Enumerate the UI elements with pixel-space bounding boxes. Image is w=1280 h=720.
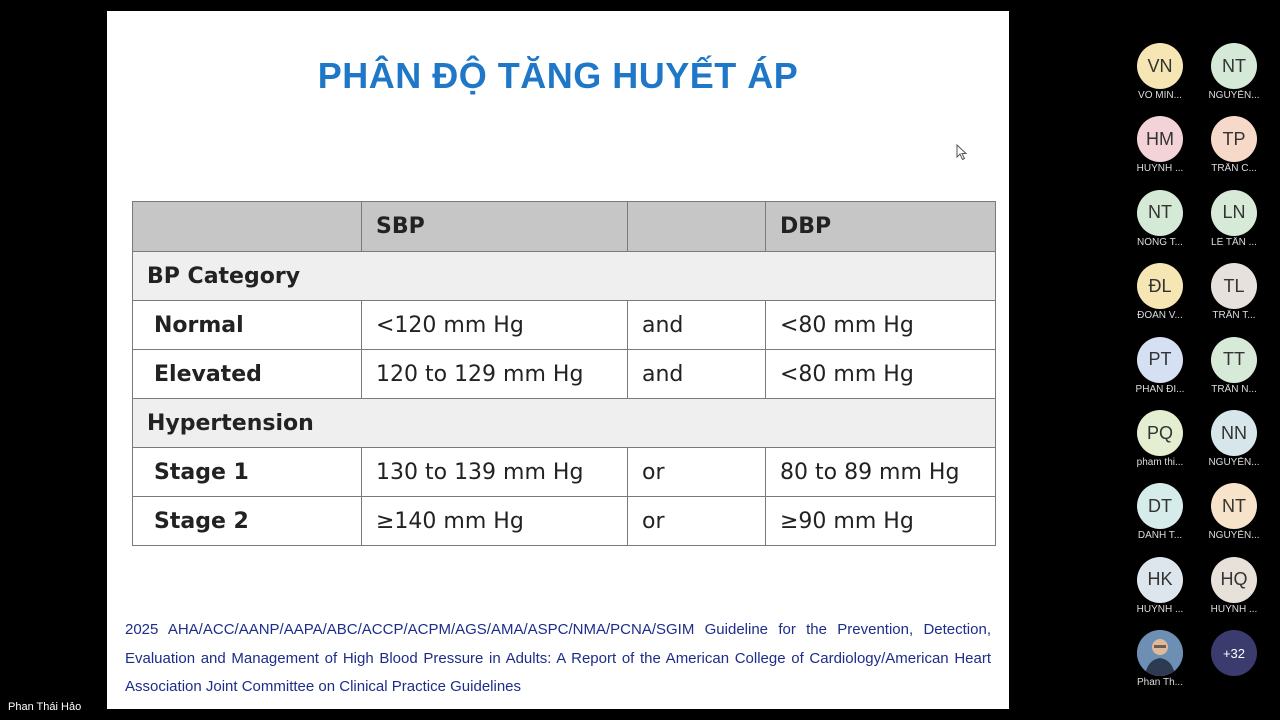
participant-avatar: PQ (1137, 410, 1183, 456)
table-row (133, 350, 996, 399)
participant-avatar: VN (1137, 43, 1183, 89)
participant-tile[interactable] (1122, 410, 1198, 478)
participant-avatar: HK (1137, 557, 1183, 603)
participant-avatar: DT (1137, 483, 1183, 529)
participant-avatar: PT (1137, 337, 1183, 383)
participant-avatar: NT (1211, 483, 1257, 529)
participant-avatar: NT (1137, 190, 1183, 236)
self-participant-tile[interactable] (1122, 630, 1198, 698)
guideline-citation: 2025 AHA/ACC/AANP/AAPA/ABC/ACCP/ACPM/AGS/AMA/ASPC/NMA/PCNA/SGIM Guideline for the Prevention, Detection, Evaluation and Management of High Blood Pressure in Adults: A Report of the American College of Cardiology/American Heart Association Joint Committee on Clinical Practice Guidelines (125, 621, 991, 695)
participant-tile[interactable] (1196, 557, 1272, 625)
participant-name: ĐOÀN V... (1137, 310, 1183, 322)
sbp-cell: 130 to 139 mm Hg (362, 448, 628, 497)
participant-avatar: TP (1211, 116, 1257, 162)
conj-cell: and (628, 301, 766, 350)
participant-tile[interactable] (1122, 483, 1198, 551)
table-row (133, 448, 996, 497)
participant-name: HUỲNH ... (1210, 603, 1258, 615)
participant-tile[interactable] (1122, 263, 1198, 331)
header-cell-conj (628, 202, 766, 252)
participant-name: NGUYỄN... (1208, 457, 1260, 468)
conj-cell: and (628, 350, 766, 399)
conj-cell: or (628, 497, 766, 546)
header-cell-dbp: DBP (766, 202, 996, 252)
participant-avatar: HM (1137, 116, 1183, 162)
participant-name: NÔNG T... (1137, 236, 1183, 248)
table-header-row (133, 202, 996, 252)
sbp-cell: 120 to 129 mm Hg (362, 350, 628, 399)
participant-tile[interactable] (1122, 43, 1198, 111)
participant-tile[interactable] (1196, 410, 1272, 478)
participant-name: NGUYỄN... (1208, 530, 1260, 542)
bp-classification-table (132, 201, 996, 546)
participant-name: TRẦN N... (1211, 383, 1257, 395)
participant-tile[interactable] (1122, 337, 1198, 405)
participant-tile[interactable] (1196, 337, 1272, 405)
participant-name: HUỲNH ... (1136, 163, 1184, 175)
header-cell-blank (133, 202, 362, 252)
sbp-cell: ≥140 mm Hg (362, 497, 628, 546)
user-photo-icon (1137, 630, 1183, 676)
mouse-cursor-icon (956, 144, 968, 161)
participant-name: PHAN ĐI... (1135, 383, 1185, 395)
row-label: Stage 2 (133, 497, 362, 546)
participant-tile[interactable] (1122, 557, 1198, 625)
category-label: Hypertension (133, 399, 996, 448)
participant-name: TRẦN C... (1211, 163, 1257, 175)
participant-name: TRẦN T... (1212, 310, 1256, 322)
participant-name: VÕ MIN... (1138, 90, 1182, 101)
participant-avatar: LN (1211, 190, 1257, 236)
row-label: Normal (133, 301, 362, 350)
conj-cell: or (628, 448, 766, 497)
participant-name: DANH T... (1137, 530, 1183, 542)
participant-avatar: TL (1211, 263, 1257, 309)
slide-title: PHÂN ĐỘ TĂNG HUYẾT ÁP (317, 55, 799, 96)
presentation-slide (107, 11, 1009, 709)
participant-tile[interactable] (1122, 116, 1198, 184)
participant-name: LÊ TẤN ... (1211, 236, 1257, 248)
category-label: BP Category (133, 252, 996, 301)
participant-avatar: NN (1211, 410, 1257, 456)
table-row (133, 497, 996, 546)
participant-tile[interactable] (1196, 263, 1272, 331)
dbp-cell: <80 mm Hg (766, 350, 996, 399)
participant-tile[interactable] (1196, 43, 1272, 111)
header-cell-sbp: SBP (362, 202, 628, 252)
category-row (133, 252, 996, 301)
participant-name: NGUYỄN... (1208, 90, 1260, 101)
category-row (133, 399, 996, 448)
participant-name: pham thi... (1136, 457, 1184, 468)
participant-tile[interactable] (1196, 483, 1272, 551)
table-row (133, 301, 996, 350)
sbp-cell: <120 mm Hg (362, 301, 628, 350)
dbp-cell: 80 to 89 mm Hg (766, 448, 996, 497)
presenter-name-label: Phan Thái Hảo (8, 701, 82, 713)
participant-avatar: HQ (1211, 557, 1257, 603)
participant-avatar: NT (1211, 43, 1257, 89)
participant-avatar: ĐL (1137, 263, 1183, 309)
participant-name: HUỲNH ... (1136, 603, 1184, 615)
row-label: Elevated (133, 350, 362, 399)
participant-tile[interactable] (1122, 190, 1198, 258)
more-participants-button[interactable] (1196, 630, 1272, 698)
dbp-cell: ≥90 mm Hg (766, 497, 996, 546)
more-participants-count: +32 (1211, 630, 1257, 676)
participant-tile[interactable] (1196, 190, 1272, 258)
row-label: Stage 1 (133, 448, 362, 497)
dbp-cell: <80 mm Hg (766, 301, 996, 350)
self-participant-name: Phan Th... (1137, 677, 1183, 689)
participant-tile[interactable] (1196, 116, 1272, 184)
participant-avatar: TT (1211, 337, 1257, 383)
